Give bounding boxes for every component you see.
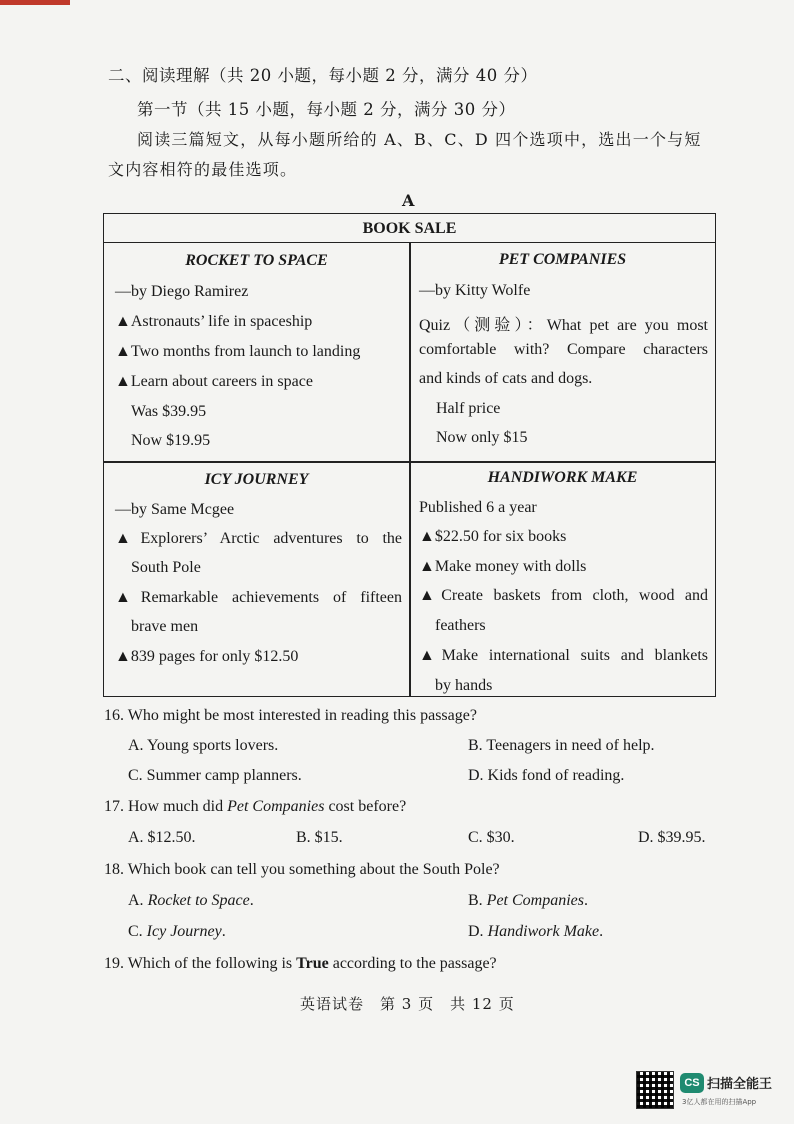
book-quiz-line: Quiz（测验）：What pet are you most [419,317,708,334]
question-16-stem: 16. Who might be most interested in reading this passage? [104,707,477,724]
option-book-title: Rocket to Space [147,892,250,909]
question-19-stem [104,955,497,973]
book-point: ▲Astronauts’ life in spaceship [115,313,313,330]
book-point: ▲Two months from launch to landing [115,343,361,360]
book-line: feathers [435,617,486,634]
book-title: HANDIWORK MAKE [487,469,638,486]
book-title: PET COMPANIES [498,251,627,268]
book-cell-pet-companies [410,243,715,461]
book-new-price: Now $19.95 [131,432,211,449]
question-18-option-b[interactable] [468,892,588,910]
book-line: ▲Remarkable achievements of fifteen [115,589,402,606]
book-line: brave men [131,618,199,635]
section-subtitle: 第一节（共 15 小题，每小题 2 分，满分 30 分） [137,100,516,119]
book-line: ▲839 pages for only $12.50 [115,648,299,665]
book-price-note: Half price [436,400,501,417]
book-line: by hands [435,677,493,694]
book-point: ▲Learn about careers in space [115,373,313,390]
question-18-option-d[interactable] [468,923,603,941]
book-sale-title: BOOK SALE [104,214,715,243]
book-cell-rocket-to-space [104,243,409,461]
question-17-option-b[interactable]: B. $15. [296,829,343,846]
option-book-title: Handiwork Make [487,923,600,940]
question-16-option-d[interactable]: D. Kids fond of reading. [468,767,625,784]
book-line: ▲Make international suits and blankets [419,647,708,664]
book-quiz-line: and kinds of cats and dogs. [419,370,593,387]
stem-text: according to the passage? [328,955,497,972]
question-16-option-b[interactable]: B. Teenagers in need of help. [468,737,655,754]
book-author: —by Diego Ramirez [115,283,249,300]
question-17-option-c[interactable]: C. $30. [468,829,515,846]
book-new-price: Now only $15 [436,429,528,446]
question-17-option-a[interactable]: A. $12.50. [128,829,196,846]
question-17-option-d[interactable]: D. $39.95. [638,829,706,846]
option-letter: D. [468,923,488,940]
book-line: ▲Create baskets from cloth, wood and [419,587,708,604]
option-end: . [599,923,604,940]
option-letter: B. [468,892,487,909]
option-letter: C. [128,923,147,940]
instruction-line-1: 阅读三篇短文，从每小题所给的 A、B、C、D 四个选项中，选出一个与短 [137,130,702,149]
instruction-line-2: 文内容相符的最佳选项。 [108,160,298,179]
stem-text: cost before? [324,798,407,815]
book-title: ROCKET TO SPACE [185,252,328,269]
stem-emphasis: True [296,955,329,972]
book-published: Published 6 a year [419,499,537,516]
option-book-title: Pet Companies [486,892,584,909]
book-line: ▲$22.50 for six books [419,528,567,545]
book-line: South Pole [131,559,201,576]
section-title: 二、阅读理解（共 20 小题，每小题 2 分，满分 40 分） [108,66,538,85]
option-end: . [221,923,226,940]
book-cell-handiwork-make [410,463,715,696]
question-16-option-c[interactable]: C. Summer camp planners. [128,767,302,784]
stem-text: 19. Which of the following is [104,955,297,972]
option-book-title: Icy Journey [146,923,222,940]
option-end: . [249,892,254,909]
stem-text: 17. How much did [104,798,228,815]
camscanner-logo-icon: CS [680,1073,704,1093]
book-title: ICY JOURNEY [204,471,309,488]
book-sale-table [103,213,716,697]
book-line: ▲Explorers’ Arctic adventures to the [115,530,402,547]
qr-code-icon [636,1071,674,1109]
option-end: . [584,892,588,909]
question-16-option-a[interactable]: A. Young sports lovers. [128,737,279,754]
book-line: ▲Make money with dolls [419,558,587,575]
question-18-option-c[interactable] [128,923,226,941]
book-quiz-line: comfortable with? Compare characters [419,341,708,358]
passage-letter: A [402,191,415,210]
book-author: —by Same Mcgee [115,501,235,518]
top-edge-mark [0,0,70,5]
option-letter: A. [128,892,148,909]
question-18-option-a[interactable] [128,892,254,910]
book-cell-icy-journey [104,463,409,696]
page-footer: 英语试卷 第 3 页 共 12 页 [300,995,515,1013]
stem-book-title: Pet Companies [227,798,325,815]
scanner-app-tagline: 3亿人都在用的扫描App [682,1098,757,1106]
book-author: —by Kitty Wolfe [419,282,531,299]
question-18-stem: 18. Which book can tell you something about the South Pole? [104,861,500,878]
question-17-stem [104,798,406,816]
book-old-price: Was $39.95 [131,403,207,420]
scanner-app-name: 扫描全能王 [707,1077,773,1092]
